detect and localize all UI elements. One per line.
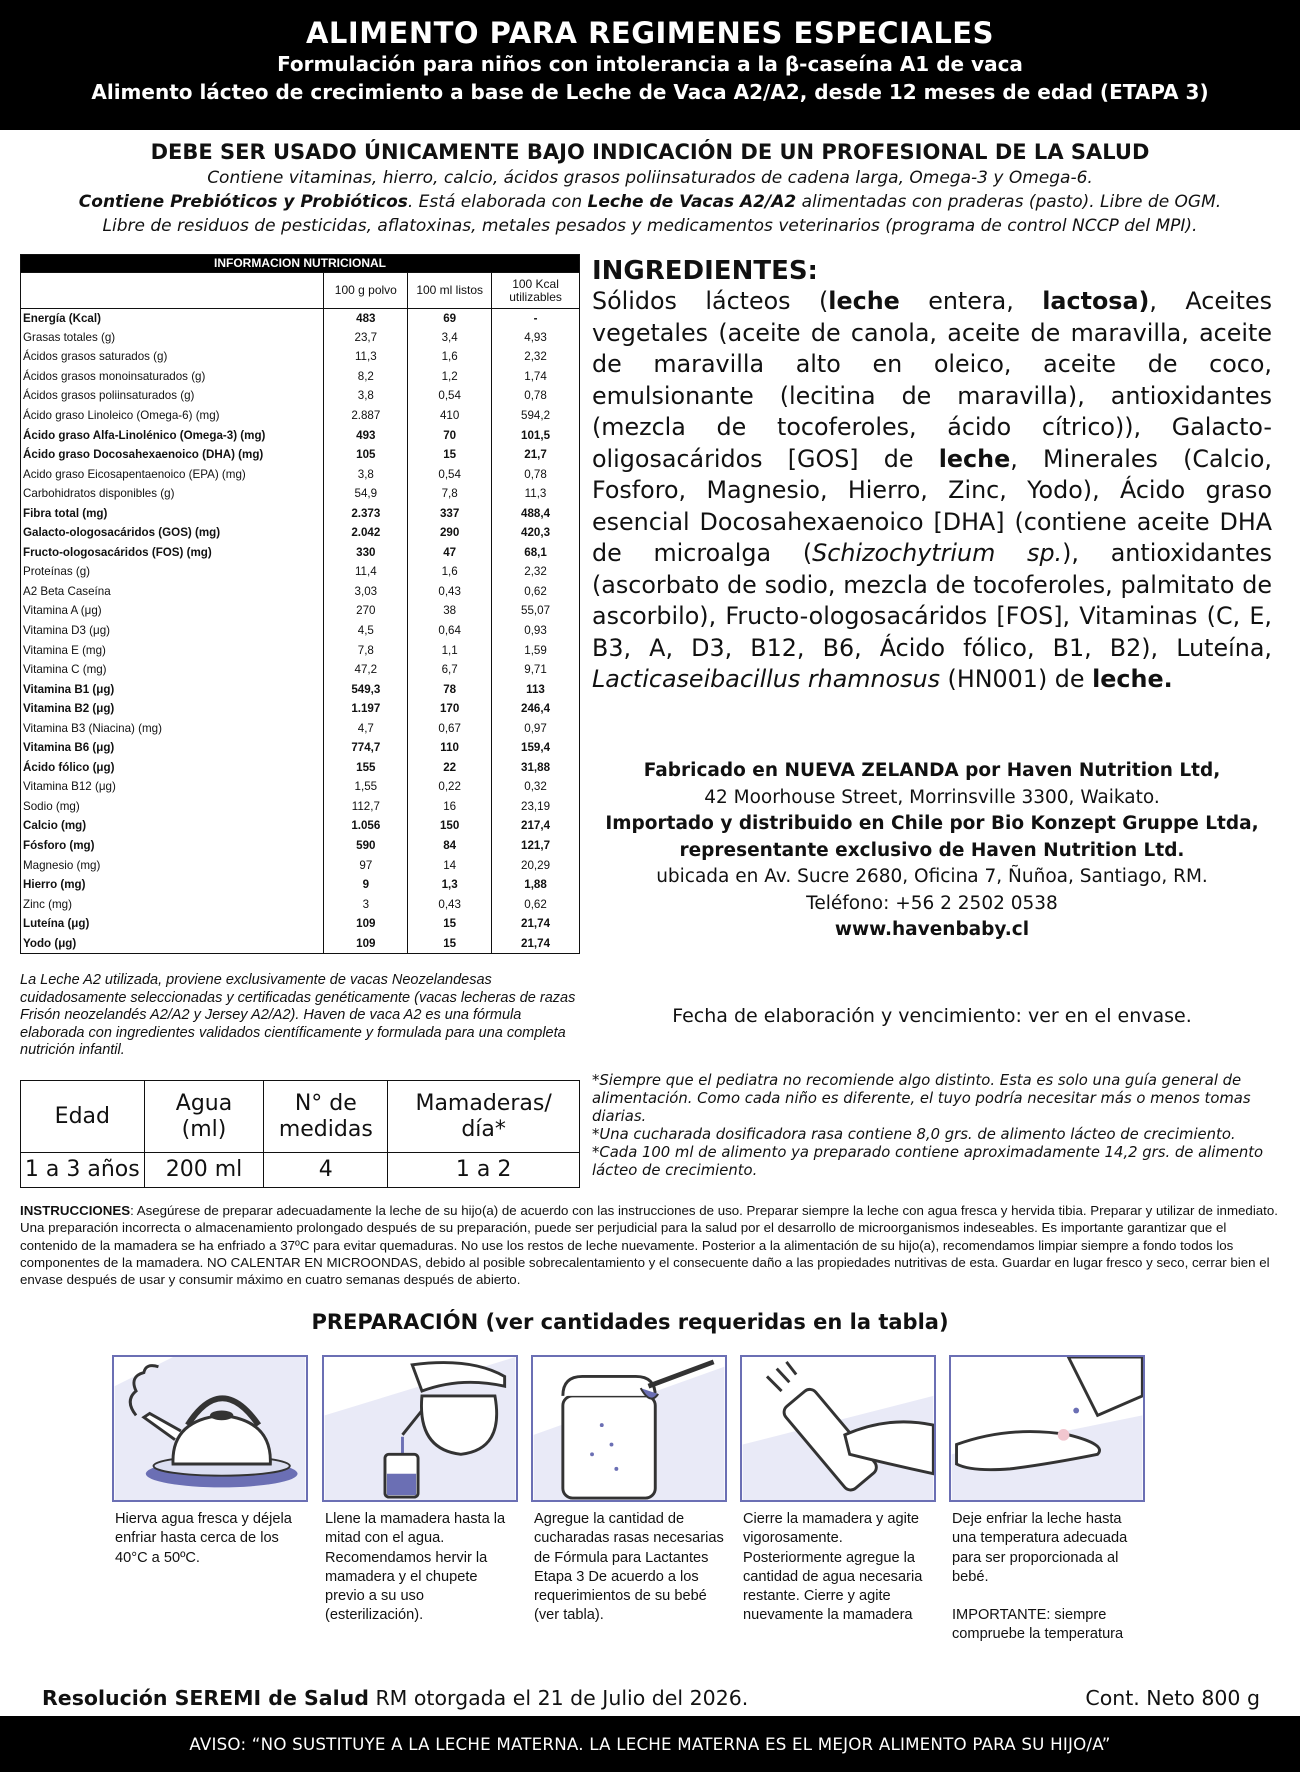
value-powder: 4,7 <box>324 719 408 739</box>
product-category-title: ALIMENTO PARA REGIMENES ESPECIALES <box>305 16 994 50</box>
value-kcal: 1,74 <box>492 367 580 387</box>
value-ready: 170 <box>408 699 492 719</box>
nutrient-name: Vitamina B12 (μg) <box>23 780 116 794</box>
value-kcal: 9,71 <box>492 660 580 680</box>
nutrient-name: Ácidos grasos poliinsaturados (g) <box>23 389 195 403</box>
feeding-header-bottles <box>388 1081 580 1153</box>
value-powder: 549,3 <box>324 680 408 700</box>
value-ready: 0,64 <box>408 621 492 641</box>
nutrition-row <box>21 660 580 680</box>
prep-step-3 <box>531 1355 727 1626</box>
value-kcal: 0,93 <box>492 621 580 641</box>
value-powder: 47,2 <box>324 660 408 680</box>
value-ready: 69 <box>408 309 492 329</box>
value-ready: 3,4 <box>408 328 492 348</box>
ingr-bold: lactosa) <box>1042 287 1150 315</box>
nutrition-table-body <box>21 309 580 954</box>
manufacturer-info <box>592 758 1272 944</box>
note-scoop: *Una cucharada dosificadora rasa contiene 8,0 grs. de alimento lácteo de crecimiento. <box>592 1126 1236 1143</box>
ingredients-title: INGREDIENTES: <box>592 256 818 286</box>
nutrient-name: Fósforo (mg) <box>23 839 95 853</box>
value-ready: 1,6 <box>408 563 492 583</box>
feeding-table <box>20 1080 580 1188</box>
manufacturer-line: Fabricado en NUEVA ZELANDA por Haven Nutrition Ltd, <box>643 760 1221 781</box>
feeding-header-scoops <box>264 1081 388 1153</box>
feeding-header-text: Edad <box>54 1103 110 1129</box>
nutrient-name: Fructo-ologosacáridos (FOS) (mg) <box>23 545 212 559</box>
value-powder: 590 <box>324 836 408 856</box>
phone: Teléfono: +56 2 2502 0538 <box>806 892 1058 914</box>
preparation-title: PREPARACIÓN (ver cantidades requeridas en la tabla) <box>311 1310 949 1334</box>
manufacturer-address: 42 Moorhouse Street, Morrinsville 3300, Waikato. <box>704 786 1160 808</box>
nutrient-name: Vitamina B3 (Niacina) (mg) <box>23 721 162 735</box>
nutrition-row <box>21 348 580 368</box>
formulation-subtitle: Formulación para niños con intolerancia a la β-caseína A1 de vaca <box>277 52 1023 76</box>
nutrient-name: Ácidos grasos monoinsaturados (g) <box>23 369 206 383</box>
value-kcal: 2,32 <box>492 563 580 583</box>
nutrient-name: Vitamina A (μg) <box>23 604 102 618</box>
value-ready: 15 <box>408 914 492 934</box>
value-powder: 3,8 <box>324 387 408 407</box>
value-powder: 3,03 <box>324 582 408 602</box>
intro-section <box>0 138 1300 238</box>
nutrition-header-ready: 100 ml listos <box>408 273 492 309</box>
value-powder: 11,4 <box>324 563 408 583</box>
nutrition-row <box>21 602 580 622</box>
value-ready: 0,43 <box>408 582 492 602</box>
nutrition-row <box>21 484 580 504</box>
prebiotics-text: . Está elaborada con <box>407 192 588 212</box>
nutrient-name: Ácidos grasos saturados (g) <box>23 350 168 364</box>
expiry-note: Fecha de elaboración y vencimiento: ver en el envase. <box>672 1005 1192 1027</box>
value-powder: 11,3 <box>324 348 408 368</box>
value-powder: 774,7 <box>324 739 408 759</box>
ogm-text: alimentadas con praderas (pasto). Libre de OGM. <box>796 192 1222 212</box>
nutrient-name: Grasas totales (g) <box>23 330 116 344</box>
value-ready: 70 <box>408 426 492 446</box>
breastfeeding-notice: AVISO: “NO SUSTITUYE A LA LECHE MATERNA. LA LECHE MATERNA ES EL MEJOR ALIMENTO PARA SU HIJO/A” <box>0 1716 1300 1772</box>
nutrition-header-powder: 100 g polvo <box>324 273 408 309</box>
nutrient-name: Galacto-ologosacáridos (GOS) (mg) <box>23 526 221 540</box>
contains-line: Contiene vitaminas, hierro, calcio, ácidos grasos poliinsaturados de cadena larga, Omega-3 y Omega-6. <box>207 168 1093 188</box>
feeding-notes <box>592 1072 1282 1180</box>
value-powder: 155 <box>324 758 408 778</box>
nutrient-name: Vitamina B2 (μg) <box>23 702 115 716</box>
nutrition-header-kcal: 100 Kcal utilizables <box>492 273 580 309</box>
nutrient-name: A2 Beta Caseína <box>23 584 111 598</box>
nutrition-table <box>20 254 580 954</box>
nutrition-row <box>21 367 580 387</box>
value-powder: 112,7 <box>324 797 408 817</box>
nutrition-row <box>21 758 580 778</box>
value-ready: 290 <box>408 524 492 544</box>
feeding-age-value: 1 a 3 años <box>21 1153 145 1188</box>
nutrient-name: Zinc (mg) <box>23 897 72 911</box>
prep-step-4 <box>740 1355 936 1626</box>
prep-step-1-caption: Hierva agua fresca y déjela enfriar hasta cerca de los 40°C a 50ºC. <box>115 1511 292 1566</box>
value-kcal: 0,62 <box>492 582 580 602</box>
value-kcal: 246,4 <box>492 699 580 719</box>
value-powder: 483 <box>324 309 408 329</box>
value-powder: 9 <box>324 875 408 895</box>
feeding-header-text: Agua <box>175 1090 233 1116</box>
value-kcal: 4,93 <box>492 328 580 348</box>
ingr-italic: Schizochytrium sp. <box>812 539 1063 567</box>
feeding-scoops-value: 4 <box>264 1153 388 1188</box>
value-powder: 493 <box>324 426 408 446</box>
resolution-bold: Resolución SEREMI de Salud <box>42 1686 369 1710</box>
value-ready: 1,1 <box>408 641 492 661</box>
value-ready: 0,22 <box>408 778 492 798</box>
prep-step-1 <box>112 1355 308 1568</box>
nutrition-header-nutrient <box>21 273 324 309</box>
nutrient-name: Vitamina D3 (μg) <box>23 624 111 638</box>
nutrient-name: Hierro (mg) <box>23 878 86 892</box>
nutrient-name: Vitamina B1 (μg) <box>23 682 115 696</box>
nutrition-row <box>21 445 580 465</box>
value-kcal: 1,59 <box>492 641 580 661</box>
value-kcal: 0,78 <box>492 465 580 485</box>
importer-representative: representante exclusivo de Haven Nutrition Ltd. <box>679 839 1185 861</box>
instructions-label: INSTRUCCIONES <box>20 1203 131 1218</box>
value-kcal: 21,74 <box>492 934 580 954</box>
feeding-header-text: (ml) <box>181 1116 227 1142</box>
feeding-header-text: N° de <box>294 1090 357 1116</box>
nutrient-name: Ácido fólico (μg) <box>23 760 115 774</box>
value-kcal: 11,3 <box>492 484 580 504</box>
a2-milk-note: La Leche A2 utilizada, proviene exclusivamente de vacas Neozelandesas cuidadosamente seleccionadas y certificadas genéticamente (vacas lecheras de razas Frisón neozelandés A2/A2 y Jersey A2/A2). Haven de vaca A2 es una fórmula elaborada con ingredientes validados científicamente y formulada para una completa nutrición infantil. <box>20 972 576 1058</box>
prep-step-2-caption: Llene la mamadera hasta la mitad con el agua. Recomendamos hervir la mamadera y el chupete previo a su uso (esterilización). <box>325 1511 506 1624</box>
nutrition-row <box>21 387 580 407</box>
ingr-part: ), antioxidantes (ascorbato de sodio, mezcla de tocoferoles, palmitato de ascorbilo), Fructo-ologosacáridos [FOS], Vitaminas (C, E, B3, A, D3, B12, B6, Ácido fólico, B1, B2), Luteína, <box>592 539 1272 662</box>
nutrition-row <box>21 699 580 719</box>
value-ready: 0,67 <box>408 719 492 739</box>
value-powder: 1.197 <box>324 699 408 719</box>
nutrition-row <box>21 817 580 837</box>
value-ready: 410 <box>408 406 492 426</box>
add-powder-icon <box>531 1355 727 1502</box>
note-pediatrician: *Siempre que el pediatra no recomiende algo distinto. Esta es solo una guía general de alimentación. Como cada niño es diferente, el tuyo podría necesitar más o menos tomas diarias. <box>592 1072 1251 1125</box>
nutrition-row <box>21 621 580 641</box>
nutrition-row <box>21 914 580 934</box>
prep-step-4-caption: Cierre la mamadera y agite vigorosamente. Posteriormente agregue la cantidad de agua necesaria restante. Cierre y agite nuevamente la mamadera <box>743 1511 923 1624</box>
resolution-text: RM otorgada el 21 de Julio del 2026. <box>368 1686 749 1710</box>
nutrition-row <box>21 856 580 876</box>
ingr-italic: Lacticaseibacillus rhamnosus <box>592 665 940 693</box>
value-ready: 0,54 <box>408 387 492 407</box>
value-ready: 150 <box>408 817 492 837</box>
website-link[interactable]: www.havenbaby.cl <box>834 919 1030 940</box>
ingr-bold: leche. <box>1092 665 1173 693</box>
value-kcal: 159,4 <box>492 739 580 759</box>
ingr-bold: leche <box>828 287 900 315</box>
nutrition-row <box>21 739 580 759</box>
feeding-header-text: día* <box>461 1116 506 1142</box>
value-kcal: 20,29 <box>492 856 580 876</box>
ingr-part: , Minerales (Calcio, Fosforo, Magnesio, Hierro, Zinc, Yodo), Ácido graso esencial Docosahexaenoico [DHA] (contiene aceite DHA de microalga ( <box>592 444 1272 567</box>
header-banner <box>0 0 1300 130</box>
value-powder: 2.373 <box>324 504 408 524</box>
value-powder: 3 <box>324 895 408 915</box>
nutrition-row <box>21 504 580 524</box>
nutrient-name: Sodio (mg) <box>23 799 80 813</box>
nutrition-row <box>21 895 580 915</box>
value-powder: 1,55 <box>324 778 408 798</box>
prep-step-2 <box>322 1355 518 1626</box>
ingr-bold: leche <box>938 444 1011 473</box>
nutrition-row <box>21 426 580 446</box>
value-kcal: 113 <box>492 680 580 700</box>
value-ready: 38 <box>408 602 492 622</box>
nutrition-row <box>21 719 580 739</box>
nutrition-row <box>21 406 580 426</box>
value-kcal: 0,32 <box>492 778 580 798</box>
prep-step-5-caption <box>949 1510 1145 1645</box>
value-ready: 6,7 <box>408 660 492 680</box>
nutrition-row <box>21 680 580 700</box>
value-ready: 78 <box>408 680 492 700</box>
nutrition-table-title: INFORMACION NUTRICIONAL <box>21 255 580 273</box>
nutrient-name: Vitamina C (mg) <box>23 663 107 677</box>
bottom-line <box>42 1686 1260 1710</box>
ingredients-section <box>592 256 1272 696</box>
note-concentration: *Cada 100 ml de alimento ya preparado contiene aproximadamente 14,2 grs. de alimento lácteo de crecimiento. <box>592 1144 1264 1179</box>
nutrient-name: Ácido graso Docosahexaenoico (DHA) (mg) <box>23 448 264 462</box>
value-kcal: 121,7 <box>492 836 580 856</box>
pour-water-icon <box>322 1355 518 1502</box>
nutrient-name: Vitamina E (mg) <box>23 643 106 657</box>
value-powder: 270 <box>324 602 408 622</box>
value-kcal: 23,19 <box>492 797 580 817</box>
value-ready: 337 <box>408 504 492 524</box>
value-kcal: 1,88 <box>492 875 580 895</box>
nutrition-row <box>21 934 580 954</box>
nutrient-name: Yodo (μg) <box>23 936 77 950</box>
value-powder: 3,8 <box>324 465 408 485</box>
value-kcal: 0,62 <box>492 895 580 915</box>
nutrition-row <box>21 563 580 583</box>
value-ready: 15 <box>408 934 492 954</box>
prep-step-5 <box>949 1355 1145 1645</box>
value-ready: 1,6 <box>408 348 492 368</box>
prebiotics-bold: Contiene Prebióticos y Probióticos <box>78 192 408 212</box>
feeding-header-text: medidas <box>278 1116 373 1142</box>
nutrient-name: Acido graso Eicosapentaenoico (EPA) (mg) <box>23 467 246 481</box>
nutrient-name: Fibra total (mg) <box>23 506 108 520</box>
feeding-water-value: 200 ml <box>144 1153 264 1188</box>
value-kcal: 21,74 <box>492 914 580 934</box>
value-powder: 23,7 <box>324 328 408 348</box>
ingr-part: (HN001) de <box>939 665 1093 693</box>
nutrient-name: Proteínas (g) <box>23 565 91 579</box>
nutrient-name: Ácido graso Alfa-Linolénico (Omega-3) (mg) <box>23 428 266 442</box>
value-kcal: 0,97 <box>492 719 580 739</box>
a2-milk-bold: Leche de Vacas A2/A2 <box>587 192 797 212</box>
instructions-text: : Asegúrese de preparar adecuadamente la leche de su hijo(a) de acuerdo con las instrucciones de uso. Preparar siempre la leche con agua fresca y hervida tibia. Preparar y utilizar de inmediato. Una preparación incorrecta o almacenamiento prolongado después de su preparación, puede ser perjudicial para la salud por el desarrollo de microorganismos indeseables. Es importante garantizar que el contenido de la mamadera se ha enfriado a 37ºC para evitar quemaduras. No use los restos de leche nuevamente. Posterior a la alimentación de su hijo(a), recomendamos limpiar siempre a fondo todos los componentes de la mamadera. NO CALENTAR EN MICROONDAS, debido al posible sobrecalentamiento y el consecuente daño a las propiedades nutritivas de esta. Guardar en lugar fresco y seco, cerrar bien el envase después de usar y consumir máximo en cuatro semanas después de abierto. <box>20 1203 1278 1288</box>
kettle-boiling-icon <box>112 1355 308 1502</box>
nutrition-row <box>21 328 580 348</box>
nutrition-row <box>21 582 580 602</box>
value-kcal: 594,2 <box>492 406 580 426</box>
value-kcal: 21,7 <box>492 445 580 465</box>
nutrition-row <box>21 524 580 544</box>
value-powder: 2.887 <box>324 406 408 426</box>
value-kcal: 68,1 <box>492 543 580 563</box>
value-kcal: 217,4 <box>492 817 580 837</box>
nutrition-row <box>21 465 580 485</box>
free-of-residues-line: Libre de residuos de pesticidas, aflatoxinas, metales pesados y medicamentos veterinarios (programa de control NCCP del MPI). <box>102 216 1198 236</box>
feeding-header-water <box>144 1081 264 1153</box>
net-content: Cont. Neto 800 g <box>1085 1686 1260 1710</box>
importer-address: ubicada en Av. Sucre 2680, Oficina 7, Ñuñoa, Santiago, RM. <box>656 866 1208 887</box>
value-kcal: 55,07 <box>492 602 580 622</box>
nutrient-name: Energía (Kcal) <box>23 311 101 325</box>
prep-step-3-caption: Agregue la cantidad de cucharadas rasas necesarias de Fórmula para Lactantes Etapa 3 De acuerdo a los requerimientos de su bebé (ver tabla). <box>534 1511 724 1624</box>
ingr-part: entera, <box>899 287 1043 315</box>
professional-warning: DEBE SER USADO ÚNICAMENTE BAJO INDICACIÓN DE UN PROFESIONAL DE LA SALUD <box>150 140 1150 164</box>
nutrient-name: Carbohidratos disponibles (g) <box>23 487 175 501</box>
value-kcal: 488,4 <box>492 504 580 524</box>
nutrient-name: Calcio (mg) <box>23 819 87 833</box>
feeding-header-age <box>21 1081 145 1153</box>
value-powder: 1.056 <box>324 817 408 837</box>
value-kcal: 420,3 <box>492 524 580 544</box>
feeding-bottles-value: 1 a 2 <box>388 1153 580 1188</box>
nutrient-name: Vitamina B6 (μg) <box>23 741 115 755</box>
ingr-part: , Aceites vegetales (aceite de canola, aceite de maravilla, aceite de maravilla alto en oleico, aceite de coco, emulsionante (lecitina de maravilla), antioxidantes (mezcla de tocoferoles, ácido cítrico)), Galacto-oligosacáridos [GOS] de <box>592 287 1272 473</box>
value-powder: 4,5 <box>324 621 408 641</box>
test-temperature-icon <box>949 1355 1145 1502</box>
nutrition-row <box>21 797 580 817</box>
value-powder: 109 <box>324 914 408 934</box>
instructions <box>20 1202 1282 1288</box>
nutrition-row <box>21 778 580 798</box>
value-powder: 54,9 <box>324 484 408 504</box>
value-kcal: 0,78 <box>492 387 580 407</box>
nutrition-row <box>21 875 580 895</box>
value-ready: 15 <box>408 445 492 465</box>
value-powder: 8,2 <box>324 367 408 387</box>
shake-bottle-icon <box>740 1355 936 1502</box>
value-kcal: 2,32 <box>492 348 580 368</box>
preparation-steps <box>112 1355 1262 1675</box>
value-powder: 105 <box>324 445 408 465</box>
value-ready: 84 <box>408 836 492 856</box>
nutrient-name: Luteína (μg) <box>23 917 90 931</box>
value-powder: 97 <box>324 856 408 876</box>
value-kcal: 31,88 <box>492 758 580 778</box>
prebiotics-line <box>0 190 1300 214</box>
resolution <box>42 1686 748 1710</box>
nutrition-row <box>21 543 580 563</box>
value-ready: 7,8 <box>408 484 492 504</box>
value-ready: 47 <box>408 543 492 563</box>
value-ready: 1,3 <box>408 875 492 895</box>
nutrient-name: Ácido graso Linoleico (Omega-6) (mg) <box>23 409 220 422</box>
value-ready: 1,2 <box>408 367 492 387</box>
prep-step-5-text: Deje enfriar la leche hasta una temperatura adecuada para ser proporcionada al bebé. <box>952 1511 1128 1585</box>
value-ready: 22 <box>408 758 492 778</box>
nutrient-name: Magnesio (mg) <box>23 858 101 872</box>
value-ready: 16 <box>408 797 492 817</box>
value-ready: 110 <box>408 739 492 759</box>
value-ready: 14 <box>408 856 492 876</box>
value-ready: 0,43 <box>408 895 492 915</box>
feeding-header-text: Mamaderas/ <box>415 1090 552 1116</box>
importer-line: Importado y distribuido en Chile por Bio Konzept Gruppe Ltda, <box>605 813 1259 834</box>
value-kcal: - <box>492 309 580 329</box>
ingredients-text <box>592 286 1272 696</box>
value-ready: 0,54 <box>408 465 492 485</box>
nutrition-row <box>21 836 580 856</box>
ingr-part: Sólidos lácteos ( <box>592 287 829 315</box>
value-powder: 330 <box>324 543 408 563</box>
nutrition-row <box>21 309 580 329</box>
nutrition-row <box>21 641 580 661</box>
value-powder: 109 <box>324 934 408 954</box>
value-kcal: 101,5 <box>492 426 580 446</box>
value-powder: 7,8 <box>324 641 408 661</box>
product-description: Alimento lácteo de crecimiento a base de Leche de Vaca A2/A2, desde 12 meses de edad (ETAPA 3) <box>91 80 1209 104</box>
value-powder: 2.042 <box>324 524 408 544</box>
prep-step-5-important: IMPORTANTE: siempre compruebe la temperatura <box>952 1607 1124 1643</box>
